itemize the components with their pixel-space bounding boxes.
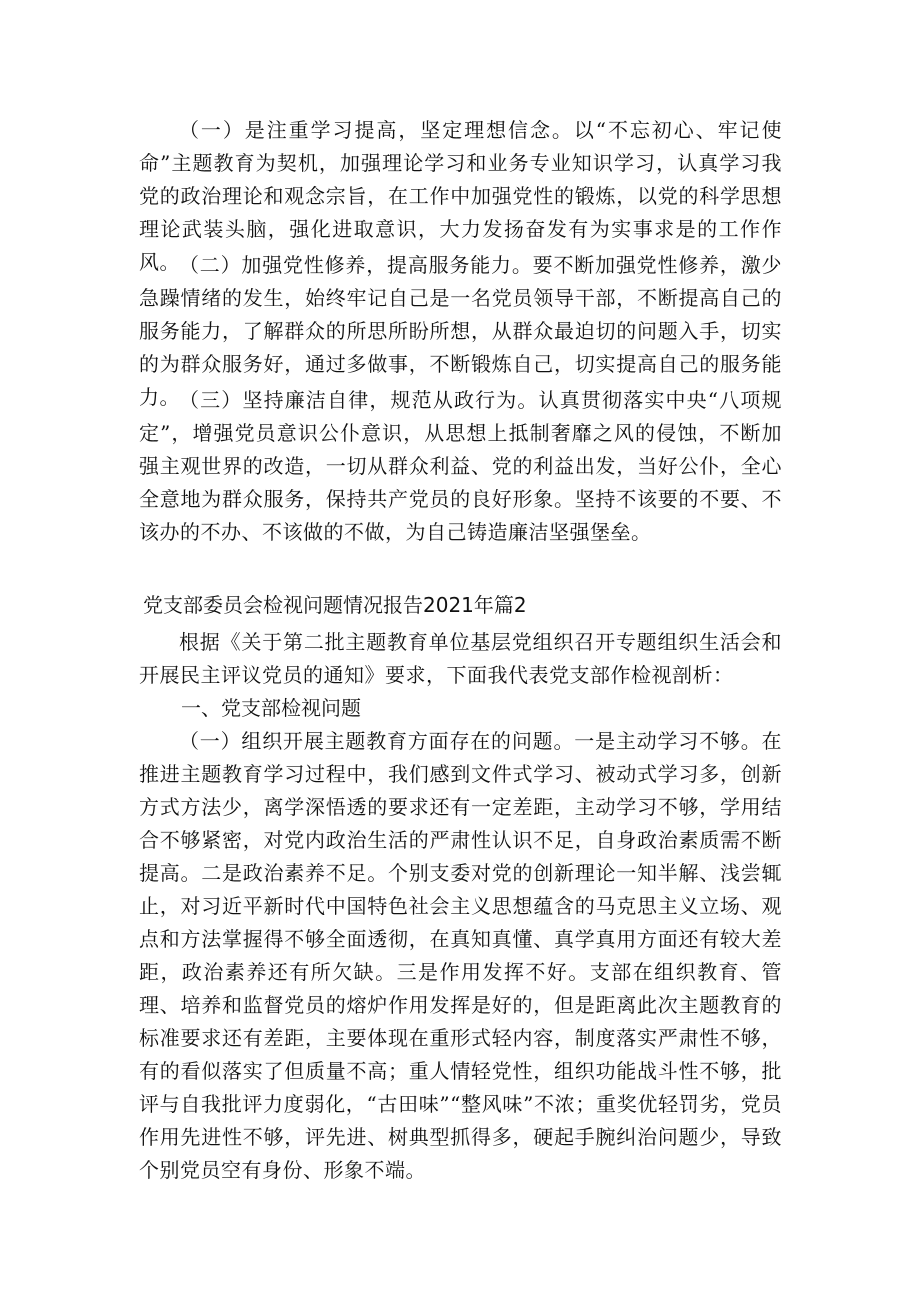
paragraph-study: （一）是注重学习提高，坚定理想信念。以“不忘初心、牢记使命”主题教育为契机，加强理论学习和业务专业知识学习，认真学习我党的政治理论和观念宗旨，在工作中加强党性的锻炼，以党的科学思想理论武装头脑，强化进取意识，大力发扬奋发有为实事求是的工作作风。 xyxy=(139,118,782,274)
intro-paragraph: 根据《关于第二批主题教育单位基层党组织召开专题组织生活会和开展民主评议党员的通知》要求，下面我代表党支部作检视剖析： xyxy=(139,630,782,687)
paragraph-problems: （一）组织开展主题教育方面存在的问题。一是主动学习不够。在推进主题教育学习过程中，我们感到文件式学习、被动式学习多，创新方式方法少，离学深悟透的要求还有一定差距，主动学习不够，学用结合不够紧密，对党内政治生活的严肃性认识不足，自身政治素质需不断提高。二是政治素养不足。个别支委对党的创新理论一知半解、浅尝辄止，对习近平新时代中国特色社会主义思想蕴含的马克思主义立场、观点和方法掌握得不够全面透彻，在真知真懂、真学真用方面还有较大差距，政治素养还有所欠缺。三是作用发挥不好。支部在组织教育、管理、培养和监督党员的熔炉作用发挥是好的，但是距离此次主题教育的标准要求还有差距，主要体现在重形式轻内容，制度落实严肃性不够，有的看似落实了但质量不高；重人情轻党性，组织功能战斗性不够，批评与自我批评力度弱化，“古田味”“整风味”不浓；重奖优轻罚劣，党员作用先进性不够，评先进、树典型抓得多，硬起手腕纠治问题少，导致个别党员空有身份、形象不端。 xyxy=(139,729,782,1182)
paragraph-party-spirit: （二）加强党性修养，提高服务能力。要不断加强党性修养，激少急躁情绪的发生，始终牢记自己是一名党员领导干部，不断提高自己的服务能力，了解群众的所思所盼所想，从群众最迫切的问题入手，切实的为群众服务好，通过多做事，不断锻炼自己，切实提高自己的服务能力。 xyxy=(139,253,782,409)
section-title: 党支部委员会检视问题情况报告2021年篇2 xyxy=(143,593,527,617)
paragraph-integrity: （三）坚持廉洁自律，规范从政行为。认真贯彻落实中央“八项规定”，增强党员意识公仆意识，从思想上抵制奢靡之风的侵蚀，不断加强主观世界的改造，一切从群众利益、党的利益出发，当好公仆，全心全意地为群众服务，保持共产党员的良好形象。坚持不该要的不要、不该办的不办、不该做的不做，为自己铸造廉洁坚强堡垒。 xyxy=(139,388,782,544)
subheading: 一、党支部检视问题 xyxy=(181,696,361,720)
